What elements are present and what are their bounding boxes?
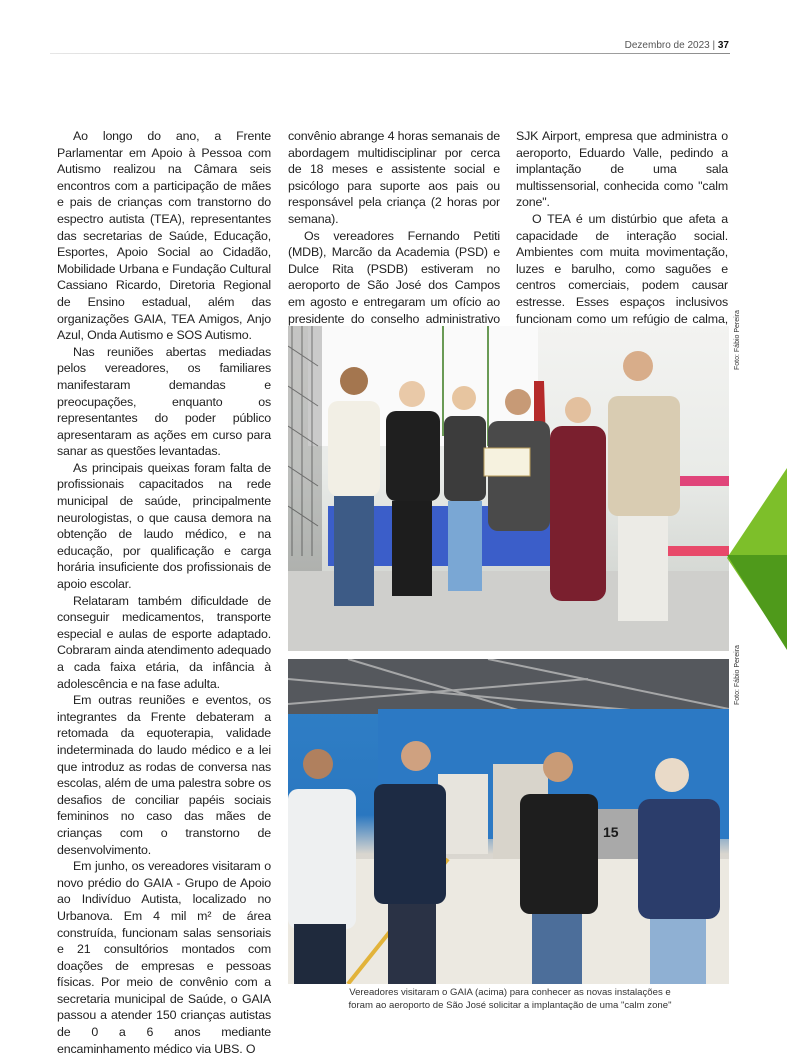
photo-credit-top: Foto: Fábio Pereira xyxy=(734,310,741,370)
header-separator: | xyxy=(712,40,716,51)
paragraph: Nas reuniões abertas mediadas pelos vereadores, os familiares manifestaram demandas e preocupações, enquanto os representantes do poder público apresentaram as ações em curso para sanar as questões levantadas. xyxy=(57,344,271,459)
paragraph: Relataram também dificuldade de conseguir medicamentos, transporte especial e aulas de esporte adaptado. Cobraram ainda atendimento adequado a cada faixa etária, da infância à adolescência e na fase adulta. xyxy=(57,593,271,691)
article-column-3 xyxy=(516,128,728,344)
page-number: 37 xyxy=(717,40,729,51)
issue-date: Dezembro de 2023 xyxy=(624,40,710,51)
paragraph: Em junho, os vereadores visitaram o novo prédio do GAIA - Grupo de Apoio ao Indivíduo Autista, localizado no Urbanova. Em 4 mil m² de área construída, funcionam salas sensoriais e 21 consultórios montados com doações de empresas e pessoas físicas. Por meio de convênio com a secretaria municipal de Saúde, o GAIA passou a atender 150 crianças autistas de 0 a 6 anos mediante encaminhamento médico via UBS. O xyxy=(57,859,271,1056)
paragraph: SJK Airport, empresa que administra o aeroporto, Eduardo Valle, pedindo a implantação de uma sala multissensorial, conhecida como "calm zone". xyxy=(516,129,728,210)
photo-airport-visit xyxy=(288,659,729,984)
gate-number: 15 xyxy=(603,824,619,840)
article-column-2 xyxy=(288,128,500,344)
photo-caption xyxy=(300,987,720,1012)
photo-credit-bottom: Foto: Fábio Pereira xyxy=(734,645,741,705)
caption-line: foram ao aeroporto de São José solicitar a implantação de uma "calm zone" xyxy=(348,999,672,1011)
article-column-1 xyxy=(57,128,271,1057)
paragraph: Os vereadores Fernando Petiti (MDB), Marcão da Academia (PSD) e Dulce Rita (PSDB) estiveram no aeroporto de São José dos Campos em agosto e entregaram um ofício ao presidente do conselho administrativo xyxy=(288,228,500,326)
photo-gaia-group xyxy=(288,326,729,651)
photo-airport-illustration xyxy=(288,659,729,984)
green-accent-shadow xyxy=(727,555,787,650)
page-info xyxy=(625,40,729,51)
paragraph: Em outras reuniões e eventos, os integrantes da Frente debateram a retomada da equoterapia, validade indeterminada do laudo médico e a lei que introduz as rodas de conversa nas escolas, além de uma palestra sobre os desafios de conciliar papéis sociais femininos no caso das mães de crianças com o transtorno de desenvolvimento. xyxy=(57,693,271,857)
photo-gaia-illustration xyxy=(288,326,729,651)
header-rule xyxy=(50,53,730,54)
paragraph: O TEA é um distúrbio que afeta a capacidade de interação social. Ambientes com muita movimentação, luzes e barulho, como saguões e centros comerciais, podem causar estresse. Esses espaços inclusivos funcionam como um refúgio de calma, xyxy=(516,211,728,326)
paragraph: Ao longo do ano, a Frente Parlamentar em Apoio à Pessoa com Autismo realizou na Câmara seis encontros com a participação de mães e pais de crianças com transtorno do espectro autista (TEA), representantes das secretarias de Saúde, Educação, Esportes, Apoio Social ao Cidadão, Mobilidade Urbana e Fundação Cultural Cassiano Ricardo, Diretoria Regional de Ensino estadual, além das organizações GAIA, TEA Amigos, Anjo Azul, Onda Autismo e SOS Autismo. xyxy=(57,129,271,343)
caption-line: Vereadores visitaram o GAIA (acima) para conhecer as novas instalações e xyxy=(349,987,671,998)
paragraph: convênio abrange 4 horas semanais de abordagem multidisciplinar por cerca de 18 meses e assistente social e psicólogo para suporte aos pais ou responsável pela criança (2 horas por semana). xyxy=(288,129,500,226)
paragraph: As principais queixas foram falta de profissionais capacitados na rede municipal de saúde, principalmente neurologistas, o que causa demora na obtenção de laudo médico, e na educação, por qualificação e carga horária insuficiente dos profissionais de apoio escolar. xyxy=(57,460,271,592)
